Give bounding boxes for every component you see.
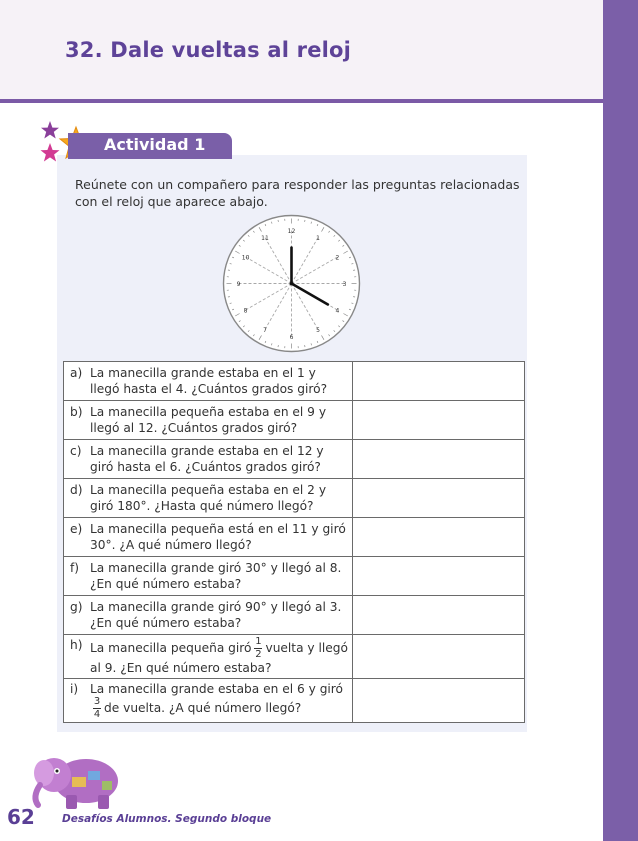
question-row: [64, 596, 525, 635]
question-text: La manecilla grande giró 90° y llegó al 3. ¿En qué número estaba?: [90, 600, 342, 630]
answer-field[interactable]: [353, 679, 525, 723]
clock-number: 8: [243, 307, 248, 315]
questions-table: [63, 361, 525, 723]
question-text: [90, 637, 348, 676]
question-cell: [64, 635, 353, 679]
question-row: [64, 679, 525, 723]
question-row: [64, 557, 525, 596]
question-row: [64, 635, 525, 679]
question-row: [64, 440, 525, 479]
question-letter: e): [70, 522, 83, 536]
question-row: [64, 479, 525, 518]
page-number: 62: [7, 805, 35, 829]
question-letter: b): [70, 405, 83, 419]
answer-field[interactable]: [353, 479, 525, 518]
clock-figure: [219, 211, 364, 356]
question-text: La manecilla pequeña estaba en el 9 y llegó al 12. ¿Cuántos grados giró?: [90, 405, 327, 435]
answer-field[interactable]: [353, 440, 525, 479]
question-text-before: La manecilla pequeña giró: [90, 641, 252, 655]
question-row: [64, 518, 525, 557]
fraction-numerator: 1: [255, 636, 262, 647]
elephant-mascot-icon: [28, 745, 128, 813]
fraction-numerator: 3: [93, 696, 101, 707]
clock-number: 5: [316, 326, 320, 334]
question-text: La manecilla grande estaba en el 1 y llegó hasta el 4. ¿Cuántos grados giró?: [90, 366, 328, 396]
question-text: La manecilla grande estaba en el 12 y giró hasta el 6. ¿Cuántos grados giró?: [90, 444, 324, 474]
fraction: [93, 697, 101, 720]
question-letter: g): [70, 600, 83, 614]
clock-icon: [219, 211, 364, 356]
activity-label: Actividad 1: [104, 135, 206, 154]
clock-number: 10: [241, 254, 250, 262]
fraction-denominator: 2: [255, 649, 262, 660]
clock-number: 9: [236, 281, 241, 288]
clock-number: 4: [335, 307, 340, 315]
fraction-denominator: 4: [93, 709, 101, 720]
question-text: La manecilla pequeña está en el 11 y giró 30°. ¿A qué número llegó?: [90, 522, 346, 552]
footer-text: Desafíos Alumnos. Segundo bloque: [62, 813, 272, 825]
question-text-after: vuelta y llegó al 9. ¿En qué número estaba?: [90, 641, 348, 675]
question-cell: [64, 557, 353, 596]
clock-number: 11: [261, 235, 269, 243]
question-cell: [64, 679, 353, 723]
answer-field[interactable]: [353, 401, 525, 440]
question-text: La manecilla pequeña estaba en el 2 y giró 180°. ¿Hasta qué número llegó?: [90, 483, 327, 513]
question-text: La manecilla grande giró 30° y llegó al 8. ¿En qué número estaba?: [90, 561, 342, 591]
question-row: [64, 401, 525, 440]
clock-number: 7: [263, 326, 267, 334]
question-text-before: La manecilla grande estaba en el 6 y giró: [90, 682, 344, 696]
header-divider: [0, 99, 603, 103]
question-letter: d): [70, 483, 83, 497]
clock-number: 12: [287, 228, 296, 235]
answer-field[interactable]: [353, 518, 525, 557]
question-row: [64, 362, 525, 401]
question-cell: [64, 518, 353, 557]
activity-intro: Reúnete con un compañero para responder las preguntas relacionadas con el reloj que aparece abajo.: [75, 177, 520, 209]
question-text: [90, 681, 348, 720]
answer-field[interactable]: [353, 635, 525, 679]
question-letter: c): [70, 444, 82, 458]
fraction: [254, 637, 262, 660]
answer-field[interactable]: [353, 596, 525, 635]
question-letter: i): [70, 682, 79, 696]
clock-number: 6: [289, 334, 294, 341]
clock-number: 1: [316, 235, 320, 243]
page-edge-bar: [603, 0, 638, 841]
question-cell: [64, 401, 353, 440]
question-letter: a): [70, 366, 83, 380]
page-title: 32. Dale vueltas al reloj: [65, 38, 352, 62]
question-cell: [64, 440, 353, 479]
question-letter: f): [70, 561, 80, 575]
clock-number: 2: [335, 254, 340, 262]
clock-center: [290, 282, 294, 286]
answer-field[interactable]: [353, 362, 525, 401]
question-cell: [64, 596, 353, 635]
clock-number: 3: [342, 281, 347, 288]
question-text-after: de vuelta. ¿A qué número llegó?: [104, 701, 302, 715]
question-cell: [64, 479, 353, 518]
question-letter: h): [70, 638, 83, 652]
question-cell: [64, 362, 353, 401]
answer-field[interactable]: [353, 557, 525, 596]
